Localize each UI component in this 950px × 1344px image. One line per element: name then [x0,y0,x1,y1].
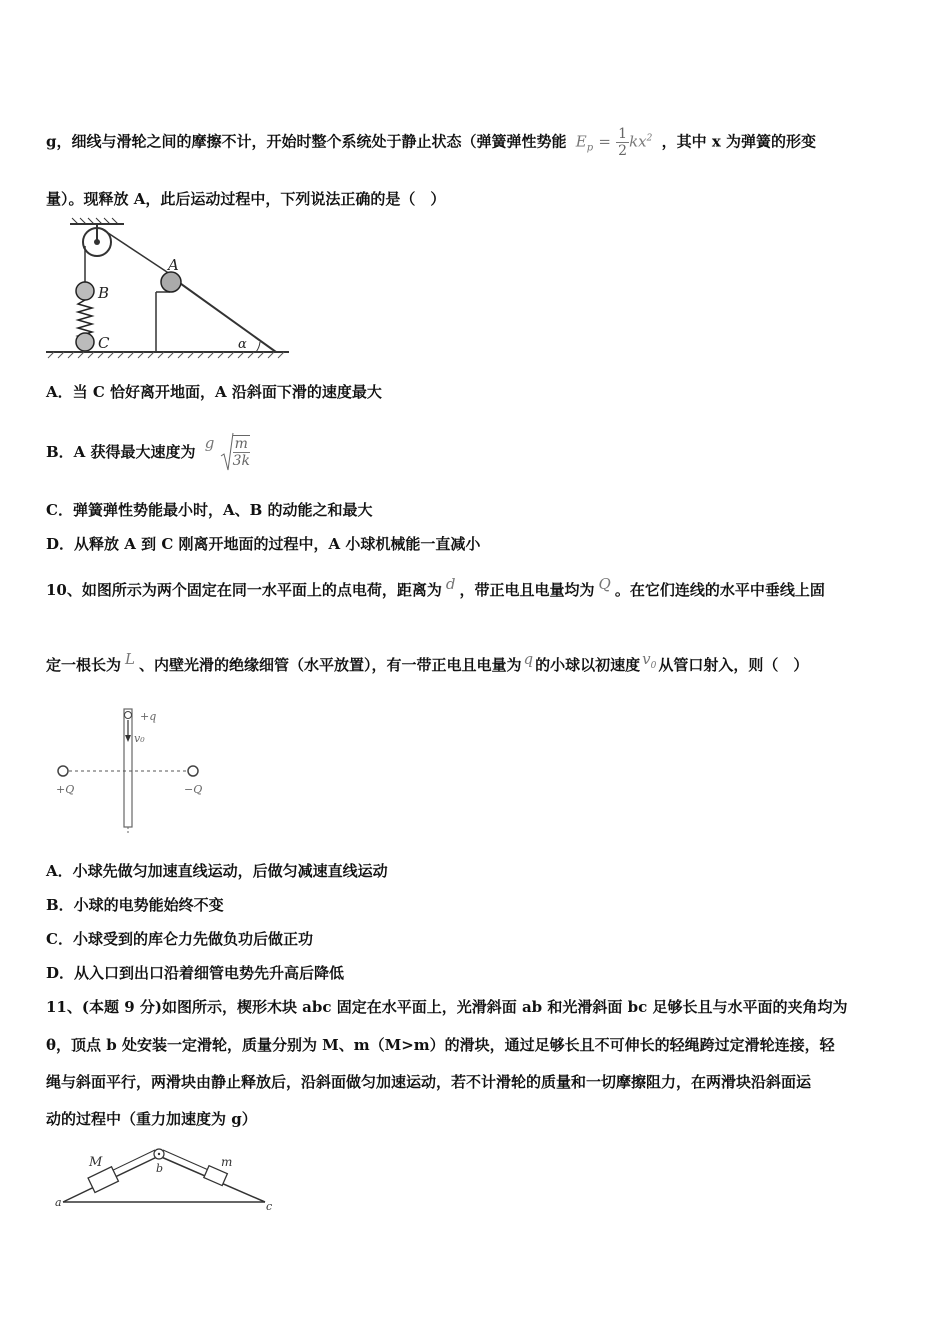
label-a: A [168,256,179,274]
q11-stem-line3: 绳与斜面平行，两滑块由静止释放后，沿斜面做匀加速运动，若不计滑轮的质量和一切摩擦阻力，在两滑块沿斜面运 [46,1073,812,1091]
q11-stem-line2: θ，顶点 b 处安装一定滑轮，质量分别为 M、m（M>m）的滑块，通过足够长且不可伸长的轻绳跨过定滑轮连接，轻 [46,1036,835,1054]
q10-stem-line2: 定一根长为 L 、内壁光滑的绝缘细管（水平放置），有一带正电且电量为 q 的小球以初速度 $v_0$ 从管口射入，则（ ） [46,650,809,674]
q9-stem-text-end: ，其中 x 为弹簧的形变 [661,132,816,151]
q9-stem-line1 [46,126,910,159]
charge-right [188,766,198,776]
label-alpha: α [238,337,247,352]
small-ball [125,712,132,719]
q9-option-c: C．弹簧弹性势能最小时，A、B 的动能之和最大 [46,501,373,519]
q10-option-b: B．小球的电势能始终不变 [46,896,224,914]
var-q: q [523,650,534,668]
ball-c [76,333,94,351]
q11-stem-line4: 动的过程中（重力加速度为 g） [46,1110,257,1128]
label-minus-Q: −Q [184,783,203,796]
q10-charges-figure [52,705,212,835]
q9-option-d: D．从释放 A 到 C 刚离开地面的过程中，A 小球机械能一直减小 [46,535,481,553]
label-v0: v₀ [134,732,145,745]
label-plus-Q: +Q [56,783,75,796]
q11-wedge-figure [55,1144,280,1216]
ball-a [161,272,181,292]
var-Q: Q [598,575,611,593]
var-v0: $v_0$ [642,650,657,671]
var-L: L [125,650,135,668]
var-d: d [445,575,456,593]
half-fraction: $\frac{1}{2}$ [618,126,628,159]
elastic-energy-formula: $E_p$ = $\frac{1}{2}$ $kx^2$ [575,126,653,159]
q9-incline-figure [44,218,294,360]
q9-stem-line2: 量）。现释放 A，此后运动过程中，下列说法正确的是（ ） [46,190,446,208]
q9-stem-text: g，细线与滑轮之间的摩擦不计，开始时整个系统处于静止状态（弹簧弹性势能 [46,132,567,151]
label-b: B [98,284,110,302]
block-M [88,1167,118,1193]
label-c-vertex: c [266,1200,273,1213]
label-a-vertex: a [55,1196,62,1209]
q11-stem-line1: 11、(本题 9 分)如图所示，楔形木块 abc 固定在水平面上，光滑斜面 ab 和光滑斜面 bc 足够长且与水平面的夹角均为 [46,998,848,1016]
label-plus-q: +q [140,710,157,723]
q9-option-a: A．当 C 恰好离开地面，A 沿斜面下滑的速度最大 [46,383,382,401]
q10-stem-line1: 10、如图所示为两个固定在同一水平面上的点电荷，距离为 d ，带正电且电量均为 Q 。在它们连线的水平中垂线上固 [46,575,825,599]
sqrt-expression: g $\frac{m}{3k}$ [204,434,251,469]
q10-option-d: D．从入口到出口沿着细管电势先升高后降低 [46,964,345,982]
label-m: m [221,1155,233,1169]
label-c: C [98,334,110,352]
q9-option-b: B．A 获得最大速度为 g $\frac{m}{3k}$ [46,432,910,472]
charge-left [58,766,68,776]
q10-option-c: C．小球受到的库仑力先做负功后做正功 [46,930,313,948]
label-b-vertex: b [156,1162,164,1175]
q10-option-a: A．小球先做匀加速直线运动，后做匀减速直线运动 [46,862,388,880]
label-M: M [89,1155,103,1170]
ball-b [76,282,94,300]
